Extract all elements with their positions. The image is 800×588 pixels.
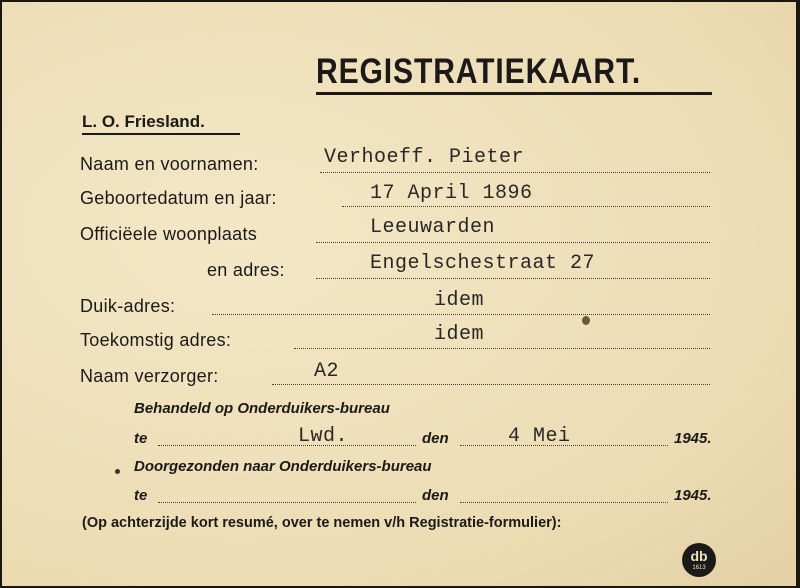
forwarded-place-line bbox=[158, 502, 416, 503]
handled-place-value: Lwd. bbox=[298, 425, 349, 448]
address-line bbox=[316, 278, 710, 279]
future-address-value: idem bbox=[434, 323, 485, 346]
birth-value: 17 April 1896 bbox=[370, 182, 533, 205]
card-title: REGISTRATIEKAART. bbox=[316, 52, 642, 91]
name-line bbox=[320, 172, 710, 173]
forwarded-year: 1945. bbox=[674, 487, 712, 504]
hiding-address-value: idem bbox=[434, 289, 485, 312]
printer-logo bbox=[682, 543, 716, 577]
handled-year: 1945. bbox=[674, 430, 712, 447]
caretaker-line bbox=[272, 384, 710, 385]
hiding-address-label: Duik-adres: bbox=[80, 296, 176, 316]
address-value: Engelschestraat 27 bbox=[370, 252, 596, 275]
printer-logo-number: 1613 bbox=[692, 565, 706, 571]
future-address-line bbox=[294, 348, 710, 349]
handled-label: Behandeld op Onderduikers-bureau bbox=[134, 400, 390, 417]
hiding-address-line bbox=[212, 314, 710, 315]
printer-logo-text: db bbox=[690, 548, 708, 564]
organization-label: L. O. Friesland. bbox=[82, 112, 205, 131]
forwarded-te-label: te bbox=[134, 487, 148, 504]
handled-date-value: 4 Mei bbox=[508, 425, 571, 448]
title-underline bbox=[316, 92, 712, 95]
name-label: Naam en voornamen: bbox=[80, 154, 259, 174]
forwarded-den-label: den bbox=[422, 487, 449, 504]
stain-spot bbox=[582, 316, 590, 325]
birth-label: Geboortedatum en jaar: bbox=[80, 188, 277, 208]
birth-line bbox=[342, 206, 710, 207]
address-label: en adres: bbox=[207, 260, 285, 280]
ink-dot bbox=[115, 469, 120, 474]
handled-den-label: den bbox=[422, 430, 449, 447]
name-value: Verhoeff. Pieter bbox=[324, 146, 525, 169]
forwarded-date-line bbox=[460, 502, 668, 503]
handled-place-line bbox=[158, 445, 416, 446]
residence-line bbox=[316, 242, 710, 243]
caretaker-label: Naam verzorger: bbox=[80, 366, 219, 386]
forwarded-label: Doorgezonden naar Onderduikers-bureau bbox=[134, 458, 432, 475]
footer-note: (Op achterzijde kort resumé, over te nemen v/h Registratie-formulier): bbox=[82, 515, 562, 531]
residence-value: Leeuwarden bbox=[370, 216, 496, 239]
residence-label: Officiëele woonplaats bbox=[80, 224, 258, 244]
organization-underline bbox=[82, 133, 240, 135]
future-address-label: Toekomstig adres: bbox=[80, 330, 232, 350]
handled-te-label: te bbox=[134, 430, 148, 447]
caretaker-value: A2 bbox=[314, 360, 340, 383]
registration-card bbox=[2, 2, 796, 586]
